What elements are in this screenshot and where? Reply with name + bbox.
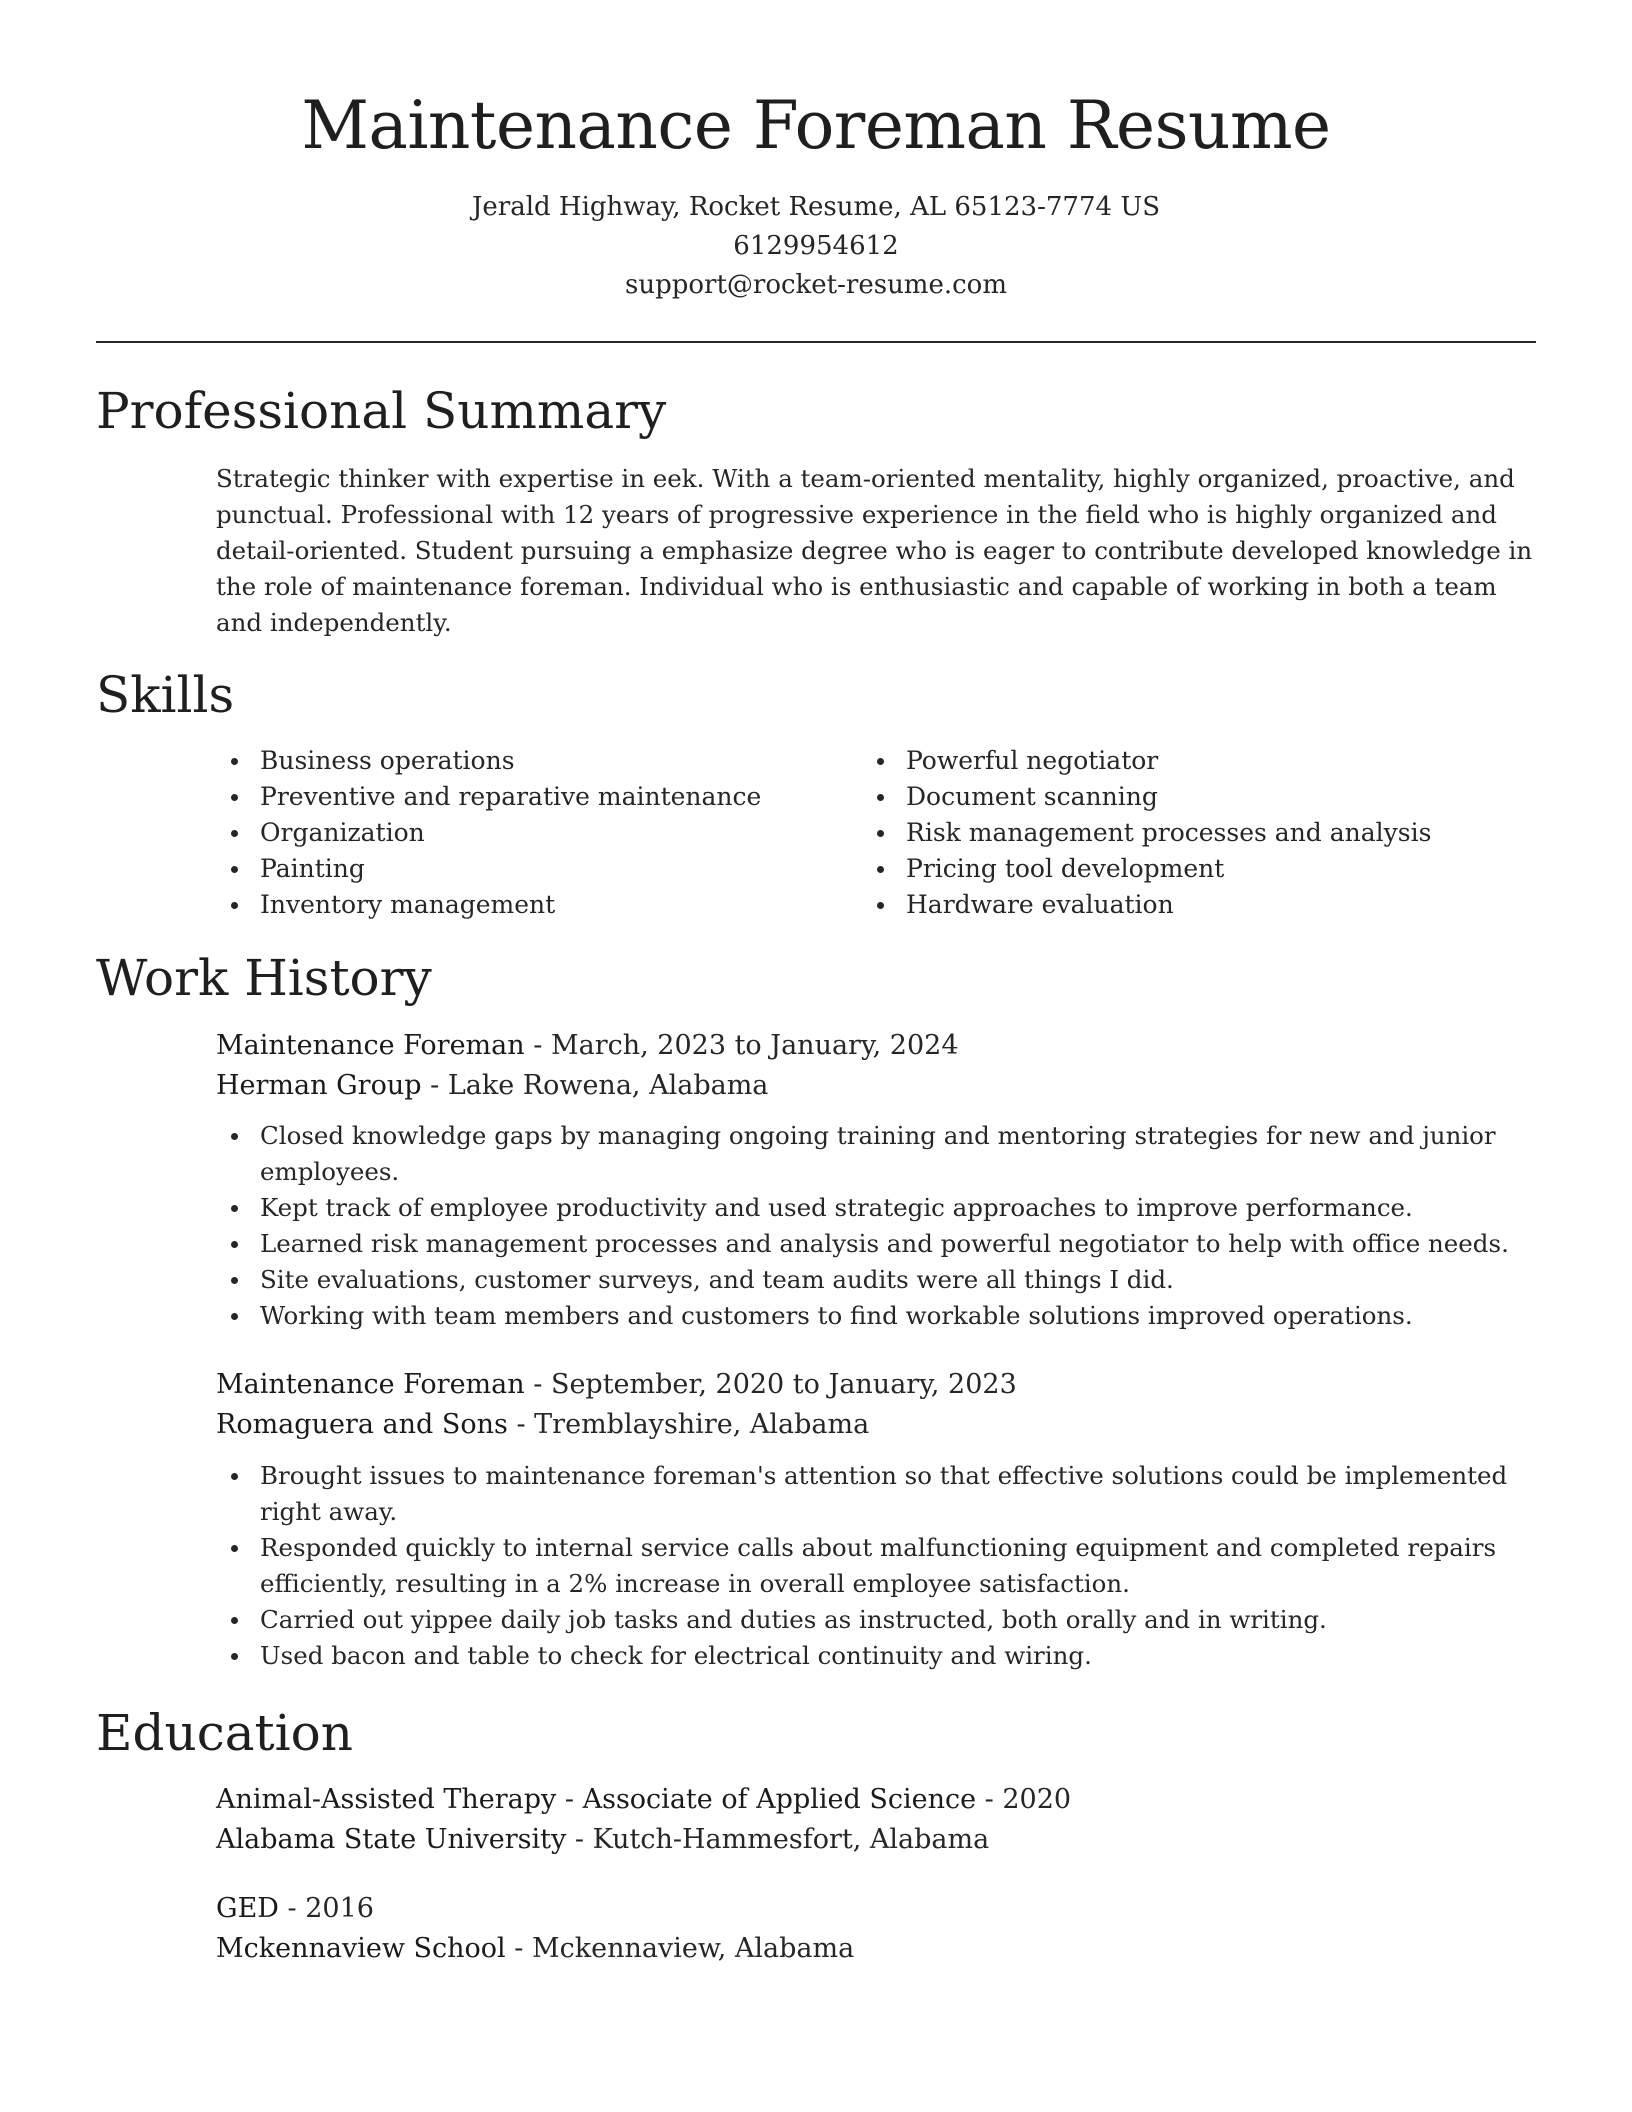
skills-list-left <box>216 743 856 923</box>
separator: - <box>524 1369 551 1400</box>
job-company: Romaguera and Sons <box>216 1409 508 1440</box>
contact-phone: 6129954612 <box>733 231 899 261</box>
job-duty: Brought issues to maintenance foreman's attention so that effective solutions could be implemented right away. <box>216 1458 1536 1530</box>
job-title-line <box>216 1365 1536 1405</box>
header-divider <box>96 341 1536 343</box>
job-start-end: September, 2020 to January, 2023 <box>550 1369 1017 1400</box>
page-title: Maintenance Foreman Resume <box>301 87 1331 164</box>
summary-text: Strategic thinker with expertise in eek. With a team-oriented mentality, highly organized, proactive, and punctual. Professional with 12 years of progressive experience in the field who is highly organized and detail-oriented. Student pursuing a emphasize degree who is eager to contribute developed knowledge in the role of maintenance foreman. Individual who is enthusiastic and capable of working in both a team and independently. <box>216 464 1533 637</box>
skill-item: Pricing tool development <box>862 851 1502 887</box>
education-location: Kutch-Hammesfort, Alabama <box>592 1824 990 1855</box>
separator: - <box>524 1030 551 1061</box>
separator: - <box>976 1784 1003 1815</box>
job-company-line <box>216 1066 1536 1106</box>
job-duty: Responded quickly to internal service calls about malfunctioning equipment and completed repairs efficiently, resulting in a 2% increase in overall employee satisfaction. <box>216 1530 1536 1602</box>
job-entry <box>216 1026 1536 1106</box>
job-title: Maintenance Foreman <box>216 1369 525 1400</box>
separator: - <box>505 1933 532 1964</box>
job-duty: Working with team members and customers to find workable solutions improved operations. <box>216 1298 1536 1334</box>
education-degree: GED <box>216 1893 279 1924</box>
education-year: 2016 <box>305 1893 374 1924</box>
education-school-line <box>216 1929 1536 1969</box>
job-entry <box>216 1365 1536 1445</box>
education-entry <box>216 1780 1536 1860</box>
job-location: Lake Rowena, Alabama <box>447 1070 769 1101</box>
education-heading: Education <box>96 1704 353 1762</box>
contact-address: Jerald Highway, Rocket Resume, AL 65123-7774 US <box>471 192 1161 222</box>
skills-column-left <box>216 743 856 923</box>
skill-item: Painting <box>216 851 856 887</box>
separator: - <box>566 1824 593 1855</box>
summary-section <box>216 461 1536 641</box>
job-duty: Learned risk management processes and analysis and powerful negotiator to help with office needs. <box>216 1226 1536 1262</box>
skill-item: Document scanning <box>862 779 1502 815</box>
education-degree-line <box>216 1889 1536 1929</box>
separator: - <box>556 1784 583 1815</box>
job-duty: Used bacon and table to check for electrical continuity and wiring. <box>216 1638 1536 1674</box>
job-start-end: March, 2023 to January, 2024 <box>550 1030 959 1061</box>
job-bullets <box>216 1118 1536 1334</box>
job-duty: Carried out yippee daily job tasks and duties as instructed, both orally and in writing. <box>216 1602 1536 1638</box>
education-school: Mckennaview School <box>216 1933 506 1964</box>
work-history-heading: Work History <box>96 949 432 1007</box>
job-duties-list <box>216 1118 1536 1334</box>
skill-item: Risk management processes and analysis <box>862 815 1502 851</box>
skills-heading: Skills <box>96 666 235 724</box>
separator: - <box>278 1893 306 1924</box>
education-field: Animal-Assisted Therapy <box>216 1784 557 1815</box>
skill-item: Powerful negotiator <box>862 743 1502 779</box>
education-degree: Associate of Applied Science <box>582 1784 977 1815</box>
skill-item: Business operations <box>216 743 856 779</box>
education-year: 2020 <box>1002 1784 1072 1815</box>
education-location: Mckennaview, Alabama <box>532 1933 855 1964</box>
job-duty: Kept track of employee productivity and used strategic approaches to improve performance. <box>216 1190 1536 1226</box>
resume-header <box>96 78 1536 305</box>
job-location: Tremblayshire, Alabama <box>534 1409 870 1440</box>
separator: - <box>421 1070 448 1101</box>
job-duty: Site evaluations, customer surveys, and team audits were all things I did. <box>216 1262 1536 1298</box>
contact-info <box>96 188 1536 305</box>
education-degree-line <box>216 1780 1536 1820</box>
contact-email: support@rocket-resume.com <box>624 270 1007 300</box>
job-duties-list <box>216 1458 1536 1674</box>
education-school: Alabama State University <box>216 1824 567 1855</box>
summary-heading: Professional Summary <box>96 382 667 440</box>
skills-list-right <box>862 743 1502 923</box>
job-company-line <box>216 1405 1536 1445</box>
skills-column-right <box>862 743 1502 923</box>
job-duty: Closed knowledge gaps by managing ongoing training and mentoring strategies for new and junior employees. <box>216 1118 1536 1190</box>
job-title: Maintenance Foreman <box>216 1030 525 1061</box>
skill-item: Preventive and reparative maintenance <box>216 779 856 815</box>
separator: - <box>507 1409 535 1440</box>
skill-item: Organization <box>216 815 856 851</box>
skill-item: Hardware evaluation <box>862 887 1502 923</box>
job-company: Herman Group <box>216 1070 422 1101</box>
job-title-line <box>216 1026 1536 1066</box>
education-school-line <box>216 1820 1536 1860</box>
education-entry <box>216 1889 1536 1969</box>
skill-item: Inventory management <box>216 887 856 923</box>
job-bullets <box>216 1458 1536 1674</box>
